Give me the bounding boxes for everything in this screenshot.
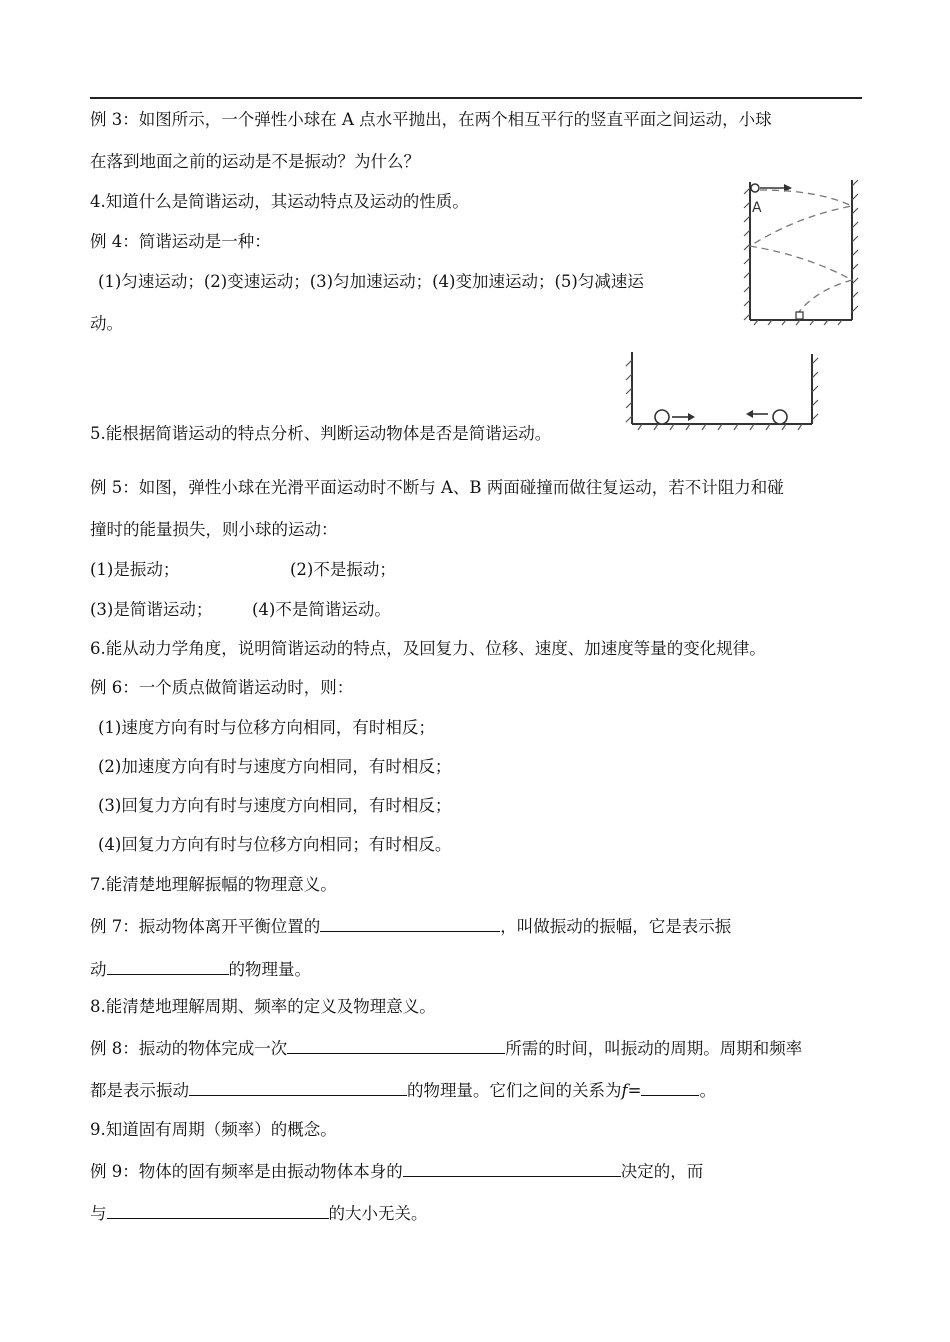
section-9: 9.知道固有周期（频率）的概念。	[90, 1120, 337, 1139]
example-3-line-1: 例 3：如图所示，一个弹性小球在 A 点水平抛出，在两个相互平行的竖直平面之间运动，小球	[90, 110, 772, 129]
figure-ball-between-two-walls	[622, 350, 822, 432]
example-8-text-a: 例 8：振动的物体完成一次	[90, 1039, 288, 1058]
example-8-text-e: 。	[699, 1081, 716, 1100]
example-7-line-2	[90, 956, 311, 982]
section-7: 7.能清楚地理解振幅的物理意义。	[90, 875, 337, 894]
example-6-item: (3)回复力方向有时与速度方向相同，有时相反；	[98, 796, 452, 815]
example-9-text-c: 与	[90, 1204, 107, 1223]
example-5-option-1: (1)是振动；	[90, 560, 180, 579]
example-4-title: 例 4：简谐运动是一种：	[90, 232, 271, 251]
example-6-item: (1)速度方向有时与位移方向相同，有时相反；	[98, 718, 435, 737]
section-5: 5.能根据简谐运动的特点分析、判断运动物体是否是简谐运动。	[90, 424, 552, 443]
example-7-text-d: 的物理量。	[228, 960, 311, 979]
equals-sign: =	[627, 1081, 642, 1100]
example-5-option-4: (4)不是简谐运动。	[252, 600, 391, 619]
example-3-line-2: 在落到地面之前的运动是不是振动？为什么？	[90, 152, 420, 171]
figure-point-label: A	[752, 200, 762, 216]
fill-blank[interactable]	[107, 956, 229, 975]
section-8: 8.能清楚地理解周期、频率的定义及物理意义。	[90, 997, 436, 1016]
frequency-symbol: f	[621, 1081, 628, 1100]
example-7-text-b: ，叫做振动的振幅，它是表示振	[500, 917, 732, 936]
example-9-line-1	[90, 1158, 703, 1184]
example-8-text-d: 的物理量。它们之间的关系为	[407, 1081, 622, 1100]
example-8-line-1	[90, 1035, 802, 1061]
example-7-line-1	[90, 913, 731, 939]
example-5-line-2: 撞时的能量损失，则小球的运动：	[90, 520, 338, 539]
example-9-text-d: 的大小无关。	[328, 1204, 428, 1223]
figure-walls-bouncing-ball	[738, 176, 862, 326]
example-8-line-2	[90, 1077, 716, 1103]
example-6-title: 例 6：一个质点做简谐运动时，则：	[90, 678, 354, 697]
fill-blank[interactable]	[320, 913, 500, 932]
fill-blank[interactable]	[107, 1200, 329, 1219]
example-9-line-2	[90, 1200, 428, 1226]
example-7-text-a: 例 7：振动物体离开平衡位置的	[90, 917, 321, 936]
example-5-line-1: 例 5：如图，弹性小球在光滑平面运动时不断与 A、B 两面碰撞而做往复运动，若不计阻力和碰	[90, 478, 784, 497]
example-4-options-cont: 动。	[90, 314, 123, 333]
example-8-text-c: 都是表示振动	[90, 1081, 189, 1100]
fill-blank[interactable]	[189, 1077, 407, 1096]
example-5-option-3: (3)是简谐运动；	[90, 600, 213, 619]
fill-blank[interactable]	[641, 1077, 699, 1096]
fill-blank[interactable]	[403, 1158, 621, 1177]
example-4-options: (1)匀速运动；(2)变速运动；(3)匀加速运动；(4)变加速运动；(5)匀减速运	[98, 272, 644, 291]
header-rule	[90, 97, 862, 99]
example-9-text-b: 决定的，而	[620, 1162, 704, 1181]
fill-blank[interactable]	[287, 1035, 505, 1054]
example-6-item: (2)加速度方向有时与速度方向相同，有时相反；	[98, 757, 452, 776]
example-7-text-c: 动	[90, 960, 107, 979]
example-6-item: (4)回复力方向有时与位移方向相同；有时相反。	[98, 835, 452, 854]
example-8-text-b: 所需的时间，叫振动的周期。周期和频率	[505, 1039, 803, 1058]
example-9-text-a: 例 9：物体的固有频率是由振动物体本身的	[90, 1162, 403, 1181]
section-4: 4.知道什么是简谐运动，其运动特点及运动的性质。	[90, 192, 469, 211]
section-6: 6.能从动力学角度，说明简谐运动的特点，及回复力、位移、速度、加速度等量的变化规律。	[90, 639, 766, 658]
example-5-option-2: (2)不是振动；	[290, 560, 396, 579]
